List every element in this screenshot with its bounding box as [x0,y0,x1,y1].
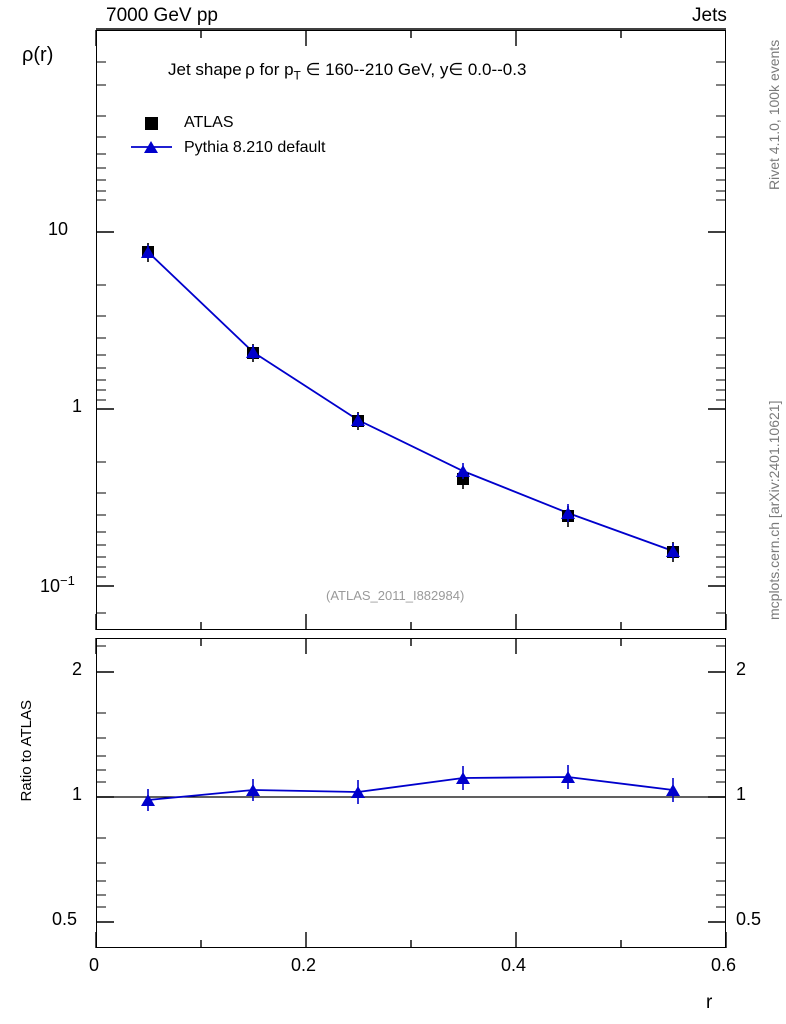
ytick-1: 1 [72,396,83,416]
x-axis-label: r [706,992,713,1013]
header-left-label: 7000 GeV pp [106,5,218,26]
rivet-caption: Rivet 4.1.0, 100k events [766,39,782,190]
ratio-plot-frame [96,638,726,948]
xtick-0: 0 [89,955,100,975]
arxiv-caption: mcplots.cern.ch [arXiv:2401.10621] [766,400,782,620]
legend-label-pythia: Pythia 8.210 default [184,139,326,156]
header-right-label: Jets [692,5,727,26]
xtick-0.2: 0.2 [291,955,317,975]
ratio-ytick-0.5-right: 0.5 [736,909,762,929]
ytick-10: 10 [48,219,69,239]
ytick-0.1: $10^{-1}$ [40,573,75,596]
plot-title: Jet shape ρ for $p_T$ ∈ 160--210 GeV, y∈ 0.0--0.3 [168,60,527,83]
ratio-ytick-2-right: 2 [736,659,747,679]
ratio-ytick-1-left: 1 [72,784,83,804]
ratio-y-axis-label: Ratio to ATLAS [18,700,35,802]
ratio-ytick-1-right: 1 [736,784,747,804]
xtick-0.4: 0.4 [501,955,527,975]
xtick-0.6: 0.6 [711,955,737,975]
legend-label-atlas: ATLAS [184,114,234,131]
ratio-ytick-2-left: 2 [72,659,83,679]
analysis-watermark: (ATLAS_2011_I882984) [326,588,465,603]
ratio-ytick-0.5-left: 0.5 [52,909,78,929]
y-axis-label: ρ(r) [22,44,54,66]
